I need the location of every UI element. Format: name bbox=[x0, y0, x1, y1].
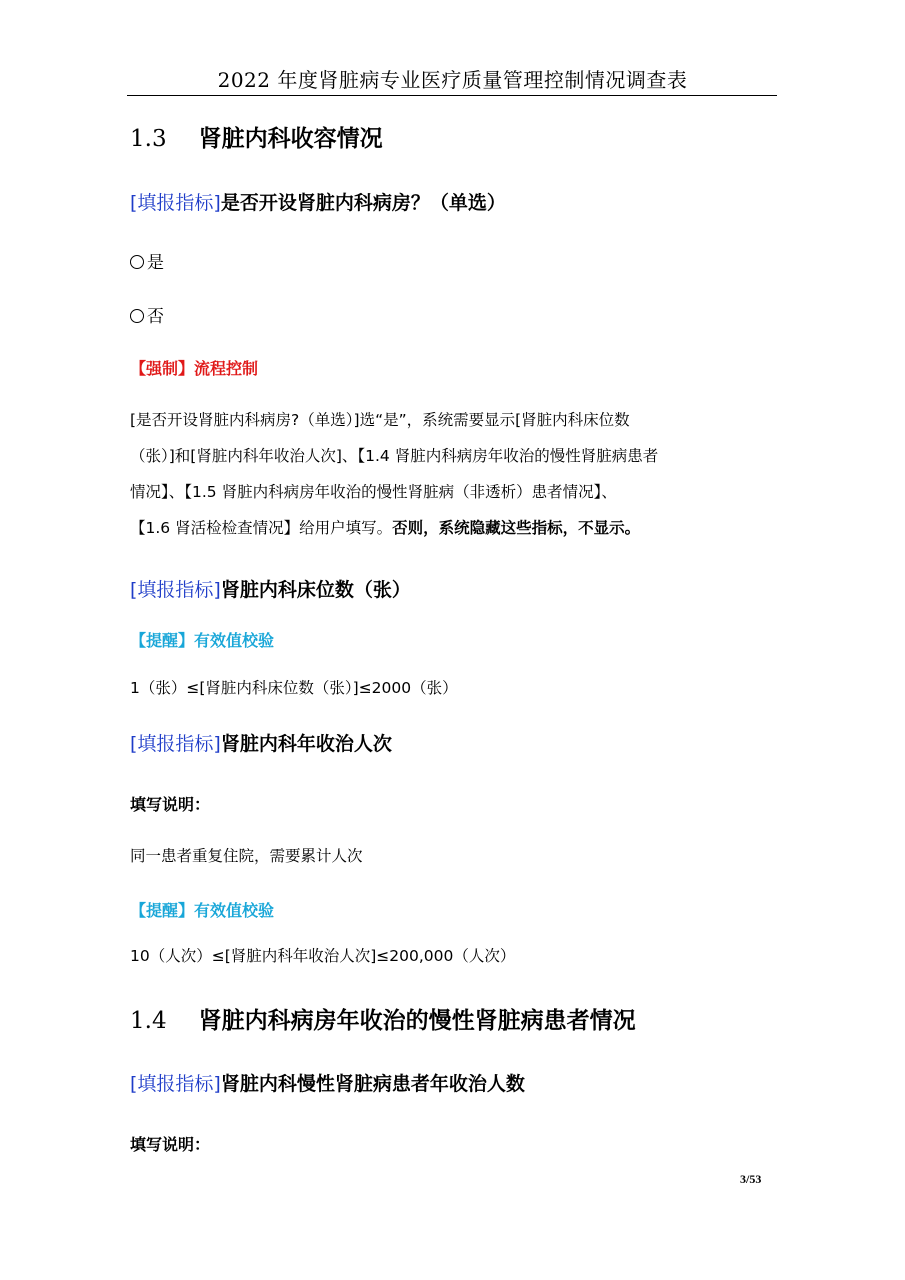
paragraph-line: （张）]和[肾脏内科年收治人次]、【1.4 肾脏内科病房年收治的慢性肾脏病患者 bbox=[130, 447, 659, 465]
section-number: 1.3 bbox=[130, 126, 167, 152]
flow-control-text: 流程控制 bbox=[194, 359, 259, 378]
reminder-label: 【提醒】有效值校验 bbox=[130, 631, 275, 650]
fill-note-text: 同一患者重复住院，需要累计人次 bbox=[130, 847, 363, 865]
indicator-text: 肾脏内科慢性肾脏病患者年收治人数 bbox=[220, 1073, 525, 1095]
option-label: 否 bbox=[147, 307, 164, 327]
fill-note-label: 填写说明： bbox=[130, 795, 211, 814]
validation-beds: 1（张）≤[肾脏内科床位数（张）]≤2000（张） bbox=[130, 679, 458, 697]
option-no[interactable] bbox=[130, 302, 164, 327]
indicator-annual-admissions bbox=[130, 729, 392, 756]
section-title: 肾脏内科收容情况 bbox=[198, 126, 383, 152]
radio-circle-icon[interactable] bbox=[130, 255, 144, 269]
indicator-text: 肾脏内科年收治人次 bbox=[220, 733, 392, 755]
indicator-text: 是否开设肾脏内科病房？（单选） bbox=[220, 192, 506, 214]
flow-control-label bbox=[130, 356, 258, 379]
section-number: 1.4 bbox=[130, 1008, 167, 1034]
indicator-tag: [填报指标] bbox=[130, 579, 221, 601]
reminder-label: 【提醒】有效值校验 bbox=[130, 901, 275, 920]
section-heading-1-3 bbox=[130, 120, 383, 153]
option-yes[interactable] bbox=[130, 248, 164, 273]
indicator-ckd-admissions bbox=[130, 1069, 525, 1096]
paragraph-emphasis: 否则，系统隐藏这些指标，不显示。 bbox=[392, 519, 641, 537]
header-divider bbox=[127, 95, 777, 96]
page-number: 3/53 bbox=[740, 1172, 762, 1186]
indicator-bed-count bbox=[130, 575, 411, 602]
indicator-tag: [填报指标] bbox=[130, 1073, 221, 1095]
paragraph-line bbox=[130, 510, 780, 546]
flow-control-bracket: 【强制】 bbox=[130, 359, 195, 378]
document-header-title: 2022 年度肾脏病专业医疗质量管理控制情况调查表 bbox=[217, 68, 688, 92]
indicator-tag: [填报指标] bbox=[130, 192, 221, 214]
section-title: 肾脏内科病房年收治的慢性肾脏病患者情况 bbox=[198, 1008, 636, 1034]
paragraph-line: 情况】、【1.5 肾脏内科病房年收治的慢性肾脏病（非透析）患者情况】、 bbox=[130, 483, 617, 501]
fill-note-label: 填写说明： bbox=[130, 1135, 211, 1154]
option-label: 是 bbox=[147, 253, 164, 273]
indicator-text: 肾脏内科床位数（张） bbox=[220, 579, 411, 601]
radio-circle-icon[interactable] bbox=[130, 309, 144, 323]
indicator-tag: [填报指标] bbox=[130, 733, 221, 755]
validation-admissions: 10（人次）≤[肾脏内科年收治人次]≤200,000（人次） bbox=[130, 947, 516, 965]
section-heading-1-4 bbox=[130, 1002, 636, 1035]
paragraph-text: 【1.6 肾活检检查情况】给用户填写。 bbox=[130, 519, 393, 537]
flow-control-paragraph bbox=[130, 402, 780, 546]
paragraph-line: [是否开设肾脏内科病房?（单选）]选“是”，系统需要显示[肾脏内科床位数 bbox=[130, 411, 630, 429]
indicator-has-ward bbox=[130, 188, 506, 215]
